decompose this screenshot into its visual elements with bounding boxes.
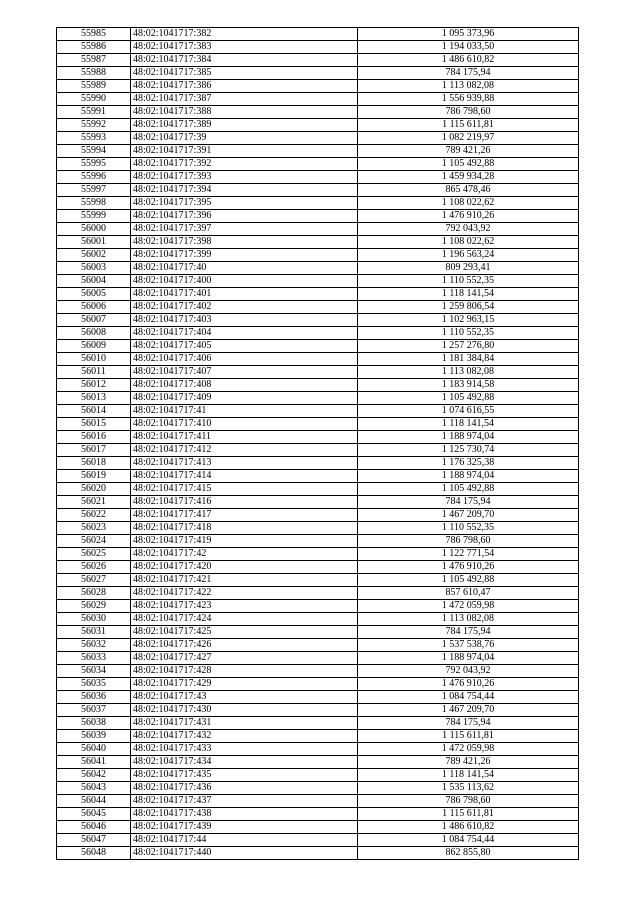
table-row: [57, 54, 579, 67]
table-row: [57, 795, 579, 808]
table-row: [57, 327, 579, 340]
value-cell: 1 113 082,08: [358, 613, 579, 626]
table-row: [57, 301, 579, 314]
table-row: [57, 509, 579, 522]
cadastral-number-cell: 48:02:1041717:385: [131, 67, 358, 80]
table-row: [57, 574, 579, 587]
value-cell: 1 113 082,08: [358, 366, 579, 379]
table-row: [57, 639, 579, 652]
table-row: [57, 756, 579, 769]
table-row: [57, 41, 579, 54]
table-row: [57, 535, 579, 548]
cadastral-number-cell: 48:02:1041717:406: [131, 353, 358, 366]
value-cell: 1 472 059,98: [358, 600, 579, 613]
value-cell: 1 259 806,54: [358, 301, 579, 314]
row-number-cell: 56046: [57, 821, 131, 834]
table-row: [57, 366, 579, 379]
cadastral-number-cell: 48:02:1041717:440: [131, 847, 358, 860]
value-cell: 789 421,26: [358, 756, 579, 769]
cadastral-number-cell: 48:02:1041717:421: [131, 574, 358, 587]
cadastral-number-cell: 48:02:1041717:437: [131, 795, 358, 808]
row-number-cell: 56028: [57, 587, 131, 600]
value-cell: 1 486 610,82: [358, 54, 579, 67]
value-cell: 1 108 022,62: [358, 236, 579, 249]
table-row: [57, 470, 579, 483]
cadastral-number-cell: 48:02:1041717:408: [131, 379, 358, 392]
cadastral-number-cell: 48:02:1041717:435: [131, 769, 358, 782]
row-number-cell: 56012: [57, 379, 131, 392]
value-cell: 1 110 552,35: [358, 275, 579, 288]
table-row: [57, 67, 579, 80]
table-row: [57, 392, 579, 405]
value-cell: 1 113 082,08: [358, 80, 579, 93]
row-number-cell: 55996: [57, 171, 131, 184]
value-cell: 1 105 492,88: [358, 158, 579, 171]
row-number-cell: 56002: [57, 249, 131, 262]
row-number-cell: 56009: [57, 340, 131, 353]
cadastral-number-cell: 48:02:1041717:412: [131, 444, 358, 457]
row-number-cell: 56008: [57, 327, 131, 340]
row-number-cell: 55993: [57, 132, 131, 145]
value-cell: 1 095 373,96: [358, 28, 579, 41]
row-number-cell: 56011: [57, 366, 131, 379]
table-row: [57, 288, 579, 301]
cadastral-number-cell: 48:02:1041717:39: [131, 132, 358, 145]
value-cell: 786 798,60: [358, 106, 579, 119]
row-number-cell: 56031: [57, 626, 131, 639]
cadastral-number-cell: 48:02:1041717:386: [131, 80, 358, 93]
row-number-cell: 56006: [57, 301, 131, 314]
table-row: [57, 444, 579, 457]
row-number-cell: 56033: [57, 652, 131, 665]
cadastral-number-cell: 48:02:1041717:416: [131, 496, 358, 509]
row-number-cell: 56035: [57, 678, 131, 691]
value-cell: 1 467 209,70: [358, 509, 579, 522]
value-cell: 1 188 974,04: [358, 431, 579, 444]
cadastral-number-cell: 48:02:1041717:420: [131, 561, 358, 574]
registry-table: [56, 27, 579, 860]
value-cell: 1 537 538,76: [358, 639, 579, 652]
cadastral-number-cell: 48:02:1041717:433: [131, 743, 358, 756]
cadastral-number-cell: 48:02:1041717:394: [131, 184, 358, 197]
row-number-cell: 56037: [57, 704, 131, 717]
value-cell: 792 043,92: [358, 665, 579, 678]
table-row: [57, 587, 579, 600]
row-number-cell: 56004: [57, 275, 131, 288]
row-number-cell: 56000: [57, 223, 131, 236]
cadastral-number-cell: 48:02:1041717:41: [131, 405, 358, 418]
value-cell: 1 486 610,82: [358, 821, 579, 834]
cadastral-number-cell: 48:02:1041717:404: [131, 327, 358, 340]
value-cell: 857 610,47: [358, 587, 579, 600]
row-number-cell: 55994: [57, 145, 131, 158]
table-row: [57, 561, 579, 574]
cadastral-number-cell: 48:02:1041717:393: [131, 171, 358, 184]
table-row: [57, 431, 579, 444]
cadastral-number-cell: 48:02:1041717:403: [131, 314, 358, 327]
cadastral-number-cell: 48:02:1041717:405: [131, 340, 358, 353]
table-row: [57, 483, 579, 496]
row-number-cell: 56029: [57, 600, 131, 613]
value-cell: 1 115 611,81: [358, 808, 579, 821]
value-cell: 1 082 219,97: [358, 132, 579, 145]
value-cell: 1 122 771,54: [358, 548, 579, 561]
cadastral-number-cell: 48:02:1041717:42: [131, 548, 358, 561]
table-row: [57, 418, 579, 431]
cadastral-number-cell: 48:02:1041717:43: [131, 691, 358, 704]
value-cell: 786 798,60: [358, 535, 579, 548]
cadastral-number-cell: 48:02:1041717:407: [131, 366, 358, 379]
cadastral-number-cell: 48:02:1041717:427: [131, 652, 358, 665]
row-number-cell: 56042: [57, 769, 131, 782]
cadastral-number-cell: 48:02:1041717:402: [131, 301, 358, 314]
value-cell: 1 110 552,35: [358, 522, 579, 535]
cadastral-number-cell: 48:02:1041717:423: [131, 600, 358, 613]
cadastral-number-cell: 48:02:1041717:395: [131, 197, 358, 210]
cadastral-number-cell: 48:02:1041717:44: [131, 834, 358, 847]
cadastral-number-cell: 48:02:1041717:398: [131, 236, 358, 249]
row-number-cell: 56016: [57, 431, 131, 444]
cadastral-number-cell: 48:02:1041717:411: [131, 431, 358, 444]
cadastral-number-cell: 48:02:1041717:388: [131, 106, 358, 119]
row-number-cell: 56003: [57, 262, 131, 275]
cadastral-number-cell: 48:02:1041717:397: [131, 223, 358, 236]
table-row: [57, 197, 579, 210]
cadastral-number-cell: 48:02:1041717:40: [131, 262, 358, 275]
value-cell: 1 188 974,04: [358, 652, 579, 665]
cadastral-number-cell: 48:02:1041717:438: [131, 808, 358, 821]
value-cell: 784 175,94: [358, 626, 579, 639]
value-cell: 1 257 276,80: [358, 340, 579, 353]
cadastral-number-cell: 48:02:1041717:424: [131, 613, 358, 626]
row-number-cell: 56015: [57, 418, 131, 431]
table-row: [57, 132, 579, 145]
table-row: [57, 613, 579, 626]
table-row: [57, 223, 579, 236]
value-cell: 1 535 113,62: [358, 782, 579, 795]
table-row: [57, 678, 579, 691]
cadastral-number-cell: 48:02:1041717:387: [131, 93, 358, 106]
table-row: [57, 847, 579, 860]
value-cell: 1 459 934,28: [358, 171, 579, 184]
value-cell: 1 108 022,62: [358, 197, 579, 210]
value-cell: 784 175,94: [358, 67, 579, 80]
value-cell: 1 110 552,35: [358, 327, 579, 340]
row-number-cell: 55991: [57, 106, 131, 119]
row-number-cell: 56040: [57, 743, 131, 756]
row-number-cell: 56017: [57, 444, 131, 457]
row-number-cell: 55986: [57, 41, 131, 54]
row-number-cell: 56034: [57, 665, 131, 678]
value-cell: 1 074 616,55: [358, 405, 579, 418]
table-row: [57, 106, 579, 119]
row-number-cell: 56043: [57, 782, 131, 795]
row-number-cell: 56025: [57, 548, 131, 561]
row-number-cell: 56001: [57, 236, 131, 249]
table-row: [57, 496, 579, 509]
row-number-cell: 55999: [57, 210, 131, 223]
table-row: [57, 353, 579, 366]
cadastral-number-cell: 48:02:1041717:432: [131, 730, 358, 743]
row-number-cell: 55985: [57, 28, 131, 41]
row-number-cell: 56024: [57, 535, 131, 548]
row-number-cell: 55992: [57, 119, 131, 132]
table-row: [57, 28, 579, 41]
value-cell: 1 105 492,88: [358, 392, 579, 405]
table-row: [57, 93, 579, 106]
row-number-cell: 56026: [57, 561, 131, 574]
cadastral-number-cell: 48:02:1041717:391: [131, 145, 358, 158]
table-row: [57, 80, 579, 93]
cadastral-number-cell: 48:02:1041717:399: [131, 249, 358, 262]
row-number-cell: 56036: [57, 691, 131, 704]
table-row: [57, 548, 579, 561]
table-row: [57, 314, 579, 327]
row-number-cell: 56021: [57, 496, 131, 509]
value-cell: 789 421,26: [358, 145, 579, 158]
cadastral-number-cell: 48:02:1041717:400: [131, 275, 358, 288]
table-row: [57, 249, 579, 262]
row-number-cell: 56027: [57, 574, 131, 587]
table-row: [57, 821, 579, 834]
table-row: [57, 717, 579, 730]
value-cell: 1 556 939,88: [358, 93, 579, 106]
value-cell: 792 043,92: [358, 223, 579, 236]
table-row: [57, 665, 579, 678]
row-number-cell: 56032: [57, 639, 131, 652]
table-row: [57, 457, 579, 470]
table-row: [57, 236, 579, 249]
value-cell: 1 115 611,81: [358, 119, 579, 132]
value-cell: 784 175,94: [358, 717, 579, 730]
cadastral-number-cell: 48:02:1041717:415: [131, 483, 358, 496]
row-number-cell: 55989: [57, 80, 131, 93]
value-cell: 1 118 141,54: [358, 418, 579, 431]
value-cell: 1 472 059,98: [358, 743, 579, 756]
row-number-cell: 56045: [57, 808, 131, 821]
row-number-cell: 56018: [57, 457, 131, 470]
table-row: [57, 171, 579, 184]
row-number-cell: 56020: [57, 483, 131, 496]
value-cell: 1 102 963,15: [358, 314, 579, 327]
cadastral-number-cell: 48:02:1041717:384: [131, 54, 358, 67]
table-row: [57, 262, 579, 275]
value-cell: 809 293,41: [358, 262, 579, 275]
cadastral-number-cell: 48:02:1041717:429: [131, 678, 358, 691]
cadastral-number-cell: 48:02:1041717:418: [131, 522, 358, 535]
row-number-cell: 56048: [57, 847, 131, 860]
value-cell: 1 115 611,81: [358, 730, 579, 743]
cadastral-number-cell: 48:02:1041717:436: [131, 782, 358, 795]
table-row: [57, 379, 579, 392]
table-row: [57, 691, 579, 704]
cadastral-number-cell: 48:02:1041717:439: [131, 821, 358, 834]
value-cell: 1 476 910,26: [358, 678, 579, 691]
table-row: [57, 769, 579, 782]
value-cell: 1 183 914,58: [358, 379, 579, 392]
value-cell: 1 181 384,84: [358, 353, 579, 366]
value-cell: 1 467 209,70: [358, 704, 579, 717]
table-row: [57, 743, 579, 756]
table-row: [57, 184, 579, 197]
row-number-cell: 56013: [57, 392, 131, 405]
row-number-cell: 56023: [57, 522, 131, 535]
cadastral-number-cell: 48:02:1041717:410: [131, 418, 358, 431]
cadastral-number-cell: 48:02:1041717:396: [131, 210, 358, 223]
value-cell: 786 798,60: [358, 795, 579, 808]
row-number-cell: 55995: [57, 158, 131, 171]
cadastral-number-cell: 48:02:1041717:382: [131, 28, 358, 41]
value-cell: 1 118 141,54: [358, 769, 579, 782]
row-number-cell: 56010: [57, 353, 131, 366]
cadastral-number-cell: 48:02:1041717:392: [131, 158, 358, 171]
table-row: [57, 158, 579, 171]
table-row: [57, 275, 579, 288]
row-number-cell: 56044: [57, 795, 131, 808]
row-number-cell: 56005: [57, 288, 131, 301]
row-number-cell: 56047: [57, 834, 131, 847]
table-row: [57, 626, 579, 639]
row-number-cell: 55990: [57, 93, 131, 106]
value-cell: 1 176 325,38: [358, 457, 579, 470]
value-cell: 1 476 910,26: [358, 210, 579, 223]
cadastral-number-cell: 48:02:1041717:431: [131, 717, 358, 730]
cadastral-number-cell: 48:02:1041717:414: [131, 470, 358, 483]
value-cell: 1 084 754,44: [358, 691, 579, 704]
row-number-cell: 55998: [57, 197, 131, 210]
table-row: [57, 145, 579, 158]
table-row: [57, 704, 579, 717]
cadastral-number-cell: 48:02:1041717:419: [131, 535, 358, 548]
cadastral-number-cell: 48:02:1041717:417: [131, 509, 358, 522]
cadastral-number-cell: 48:02:1041717:422: [131, 587, 358, 600]
value-cell: 862 855,80: [358, 847, 579, 860]
value-cell: 784 175,94: [358, 496, 579, 509]
table-row: [57, 405, 579, 418]
cadastral-number-cell: 48:02:1041717:389: [131, 119, 358, 132]
cadastral-number-cell: 48:02:1041717:409: [131, 392, 358, 405]
row-number-cell: 55987: [57, 54, 131, 67]
value-cell: 1 125 730,74: [358, 444, 579, 457]
row-number-cell: 56014: [57, 405, 131, 418]
value-cell: 1 105 492,88: [358, 483, 579, 496]
value-cell: 1 118 141,54: [358, 288, 579, 301]
value-cell: 1 188 974,04: [358, 470, 579, 483]
row-number-cell: 56019: [57, 470, 131, 483]
row-number-cell: 56039: [57, 730, 131, 743]
table-row: [57, 522, 579, 535]
table-row: [57, 210, 579, 223]
table-row: [57, 834, 579, 847]
table-row: [57, 652, 579, 665]
value-cell: 1 084 754,44: [358, 834, 579, 847]
row-number-cell: 55997: [57, 184, 131, 197]
value-cell: 1 476 910,26: [358, 561, 579, 574]
cadastral-number-cell: 48:02:1041717:434: [131, 756, 358, 769]
cadastral-number-cell: 48:02:1041717:425: [131, 626, 358, 639]
cadastral-number-cell: 48:02:1041717:383: [131, 41, 358, 54]
row-number-cell: 56007: [57, 314, 131, 327]
table-row: [57, 808, 579, 821]
cadastral-number-cell: 48:02:1041717:428: [131, 665, 358, 678]
cadastral-number-cell: 48:02:1041717:413: [131, 457, 358, 470]
row-number-cell: 56022: [57, 509, 131, 522]
row-number-cell: 55988: [57, 67, 131, 80]
table-row: [57, 782, 579, 795]
value-cell: 1 196 563,24: [358, 249, 579, 262]
row-number-cell: 56030: [57, 613, 131, 626]
cadastral-number-cell: 48:02:1041717:401: [131, 288, 358, 301]
table-row: [57, 340, 579, 353]
row-number-cell: 56038: [57, 717, 131, 730]
cadastral-number-cell: 48:02:1041717:426: [131, 639, 358, 652]
cadastral-number-cell: 48:02:1041717:430: [131, 704, 358, 717]
table-row: [57, 730, 579, 743]
table-row: [57, 600, 579, 613]
value-cell: 1 105 492,88: [358, 574, 579, 587]
value-cell: 1 194 033,50: [358, 41, 579, 54]
value-cell: 865 478,46: [358, 184, 579, 197]
registry-table-body: [57, 28, 579, 860]
row-number-cell: 56041: [57, 756, 131, 769]
table-row: [57, 119, 579, 132]
